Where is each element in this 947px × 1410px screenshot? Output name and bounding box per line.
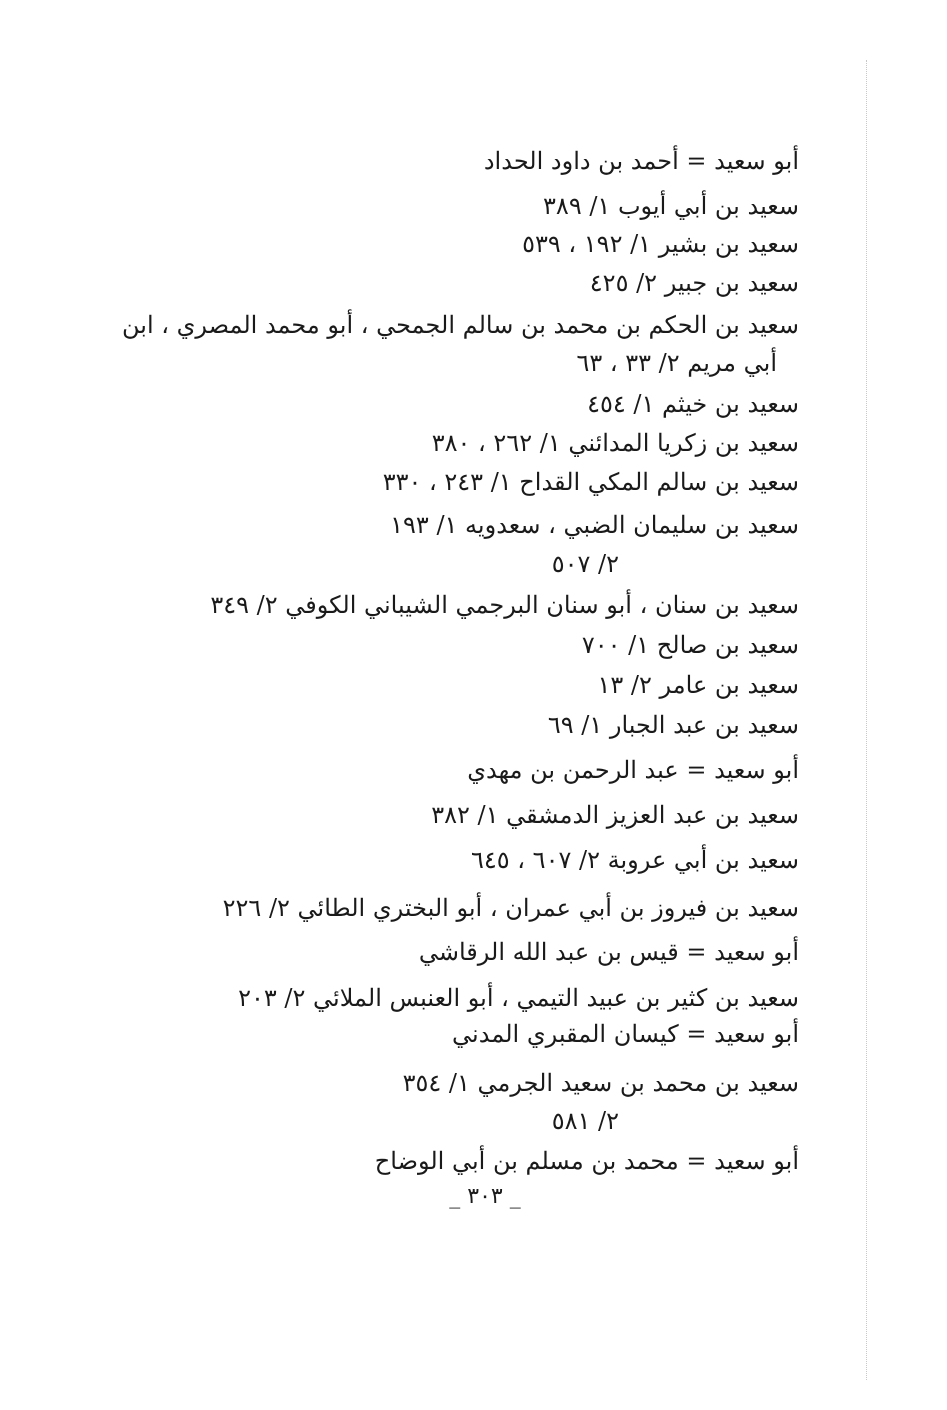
index-entry: سعيد بن سنان ، أبو سنان البرجمي الشيباني الكوفي ٢/ ٣٤٩ [210,591,799,619]
index-entry: سعيد بن خيثم ١/ ٤٥٤ [587,390,799,418]
index-entry: سعيد بن بشير ١/ ١٩٢ ، ٥٣٩ [522,230,799,258]
index-entry: سعيد بن أبي عروبة ٢/ ٦٠٧ ، ٦٤٥ [470,846,799,874]
page-edge-divider [866,60,867,1380]
index-entry: سعيد بن محمد بن سعيد الجرمي ١/ ٣٥٤ [402,1069,799,1097]
index-entry: سعيد بن عبد الجبار ١/ ٦٩ [547,711,799,739]
index-entry: أبو سعيد = كيسان المقبري المدني [452,1020,799,1048]
index-entry: أبو سعيد = قيس بن عبد الله الرقاشي [418,938,799,966]
index-entry: أبو سعيد = عبد الرحمن بن مهدي [467,756,799,784]
index-entry-continuation: ٢/ ٥٠٧ [551,550,619,578]
index-entry-continuation: ٢/ ٥٨١ [551,1107,619,1135]
index-entry: سعيد بن صالح ١/ ٧٠٠ [581,631,799,659]
index-entry: سعيد بن فيروز بن أبي عمران ، أبو البختري الطائي ٢/ ٢٢٦ [222,894,799,922]
index-entry-continuation: أبي مريم ٢/ ٣٣ ، ٦٣ [576,349,777,377]
index-entry: سعيد بن جبير ٢/ ٤٢٥ [589,269,799,297]
index-entry: سعيد بن سليمان الضبي ، سعدويه ١/ ١٩٣ [390,511,799,539]
page-number: _ ٣٠٣ _ [449,1184,521,1209]
index-entry: سعيد بن زكريا المدائني ١/ ٢٦٢ ، ٣٨٠ [431,429,799,457]
index-entry: سعيد بن أبي أيوب ١/ ٣٨٩ [543,192,799,220]
index-entry: سعيد بن سالم المكي القداح ١/ ٢٤٣ ، ٣٣٠ [382,468,799,496]
index-entry: أبو سعيد = أحمد بن داود الحداد [483,147,799,175]
index-entry: سعيد بن الحكم بن محمد بن سالم الجمحي ، أبو محمد المصري ، ابن [122,311,799,339]
index-entry: أبو سعيد = محمد بن مسلم بن أبي الوضاح [374,1147,799,1175]
index-entry: سعيد بن عبد العزيز الدمشقي ١/ ٣٨٢ [431,801,799,829]
index-entry: سعيد بن عامر ٢/ ١٣ [597,671,799,699]
index-entry: سعيد بن كثير بن عبيد التيمي ، أبو العنبس الملائي ٢/ ٢٠٣ [238,984,799,1012]
